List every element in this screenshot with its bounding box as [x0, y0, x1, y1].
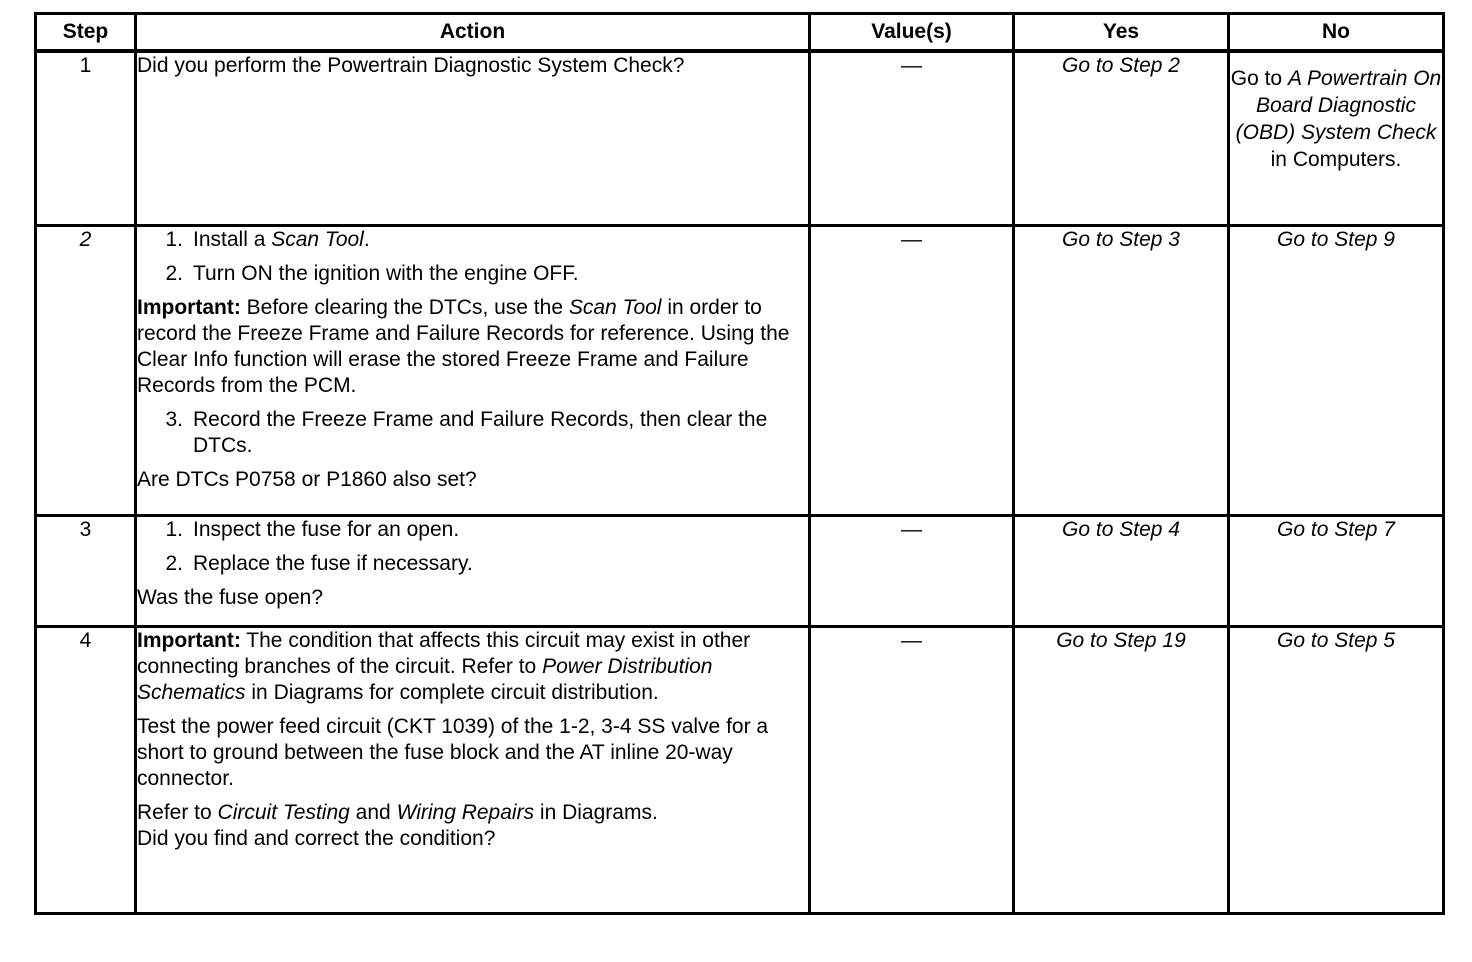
list-text: Replace the fuse if necessary. [193, 551, 473, 575]
yes-cell: Go to Step 19 [1014, 626, 1229, 913]
list-number: 1. [165, 517, 183, 541]
header-row [36, 14, 1444, 52]
action-list-item [137, 227, 808, 253]
action-list-item [137, 261, 808, 287]
step-number [36, 225, 136, 515]
refer-post: in Diagrams. [539, 800, 658, 824]
list-text [193, 227, 808, 253]
header-action: Action [136, 14, 810, 52]
diagnostic-table-container [34, 12, 1442, 915]
list-number: 3. [165, 407, 183, 431]
diagnostic-table [34, 12, 1445, 915]
important-label: Important: [137, 295, 241, 319]
no-cell: Go to Step 7 [1229, 515, 1444, 626]
list-text-emphasis: Scan Tool [271, 227, 364, 251]
no-link-obd-check: A Powertrain On Board Diagnostic (OBD) System Check [1235, 67, 1442, 144]
action-list-item [137, 551, 808, 577]
no-cell [1229, 51, 1444, 225]
step-number: 4 [36, 626, 136, 913]
action-question: Did you perform the Powertrain Diagnostic System Check? [137, 54, 685, 77]
step-number-text: 2 [79, 227, 92, 251]
list-text: Record the Freeze Frame and Failure Records, then clear the DTCs. [193, 407, 768, 457]
important-text-post: in Diagrams for complete circuit distribution. [251, 680, 659, 704]
header-values: Value(s) [810, 14, 1014, 52]
no-prefix: Go to [1230, 67, 1283, 90]
step-number: 3 [36, 515, 136, 626]
value-cell: — [810, 225, 1014, 515]
list-number: 2. [165, 261, 183, 285]
refer-circuit-testing: Circuit Testing [217, 800, 350, 824]
no-middle: in [1270, 148, 1287, 171]
important-note [137, 295, 808, 399]
important-emphasis: Power Distribution Schematics [137, 654, 713, 704]
step-number: 1 [36, 51, 136, 225]
action-question: Are DTCs P0758 or P1860 also set? [137, 467, 477, 491]
action-cell [136, 225, 810, 515]
no-suffix: Computers. [1292, 148, 1402, 171]
value-cell: — [810, 51, 1014, 225]
table-row [36, 225, 1444, 515]
refer-instruction [137, 800, 808, 852]
yes-cell: Go to Step 2 [1014, 51, 1229, 225]
refer-wiring-repairs: Wiring Repairs [396, 800, 535, 824]
header-yes: Yes [1014, 14, 1229, 52]
yes-cell: Go to Step 4 [1014, 515, 1229, 626]
refer-and: and [355, 800, 391, 824]
list-text: Turn ON the ignition with the engine OFF. [193, 261, 579, 285]
refer-pre: Refer to [137, 800, 212, 824]
action-list-item [137, 517, 808, 543]
list-text: Inspect the fuse for an open. [193, 517, 460, 541]
test-instruction: Test the power feed circuit (CKT 1039) of the 1-2, 3-4 SS valve for a short to ground between the fuse block and the AT inline 20-way connector. [137, 714, 769, 790]
important-note [137, 628, 808, 706]
yes-cell: Go to Step 3 [1014, 225, 1229, 515]
no-cell: Go to Step 9 [1229, 225, 1444, 515]
action-question: Was the fuse open? [137, 585, 324, 609]
action-cell [136, 51, 810, 225]
important-text-pre: Before clearing the DTCs, use the [246, 295, 563, 319]
important-emphasis: Scan Tool [568, 295, 662, 319]
list-text-post: . [363, 227, 370, 251]
important-text-post: in order to record the Freeze Frame and Failure Records for reference. Using the Clear Info function will erase the stored Freeze Frame and Failure Records from the PCM. [137, 295, 790, 397]
header-no: No [1229, 14, 1444, 52]
action-question: Did you find and correct the condition? [137, 826, 496, 850]
important-label: Important: [137, 628, 241, 652]
action-cell [136, 515, 810, 626]
header-step: Step [36, 14, 136, 52]
table-row [36, 515, 1444, 626]
list-number: 1. [165, 227, 183, 251]
table-row [36, 626, 1444, 913]
list-number: 2. [165, 551, 183, 575]
action-cell [136, 626, 810, 913]
value-cell: — [810, 626, 1014, 913]
list-text-pre: Install a [193, 227, 266, 251]
important-text-pre: The condition that affects this circuit may exist in other connecting branches of the circuit. Refer to [137, 628, 751, 678]
no-cell: Go to Step 5 [1229, 626, 1444, 913]
table-row [36, 51, 1444, 225]
value-cell: — [810, 515, 1014, 626]
action-list-item [137, 407, 808, 459]
